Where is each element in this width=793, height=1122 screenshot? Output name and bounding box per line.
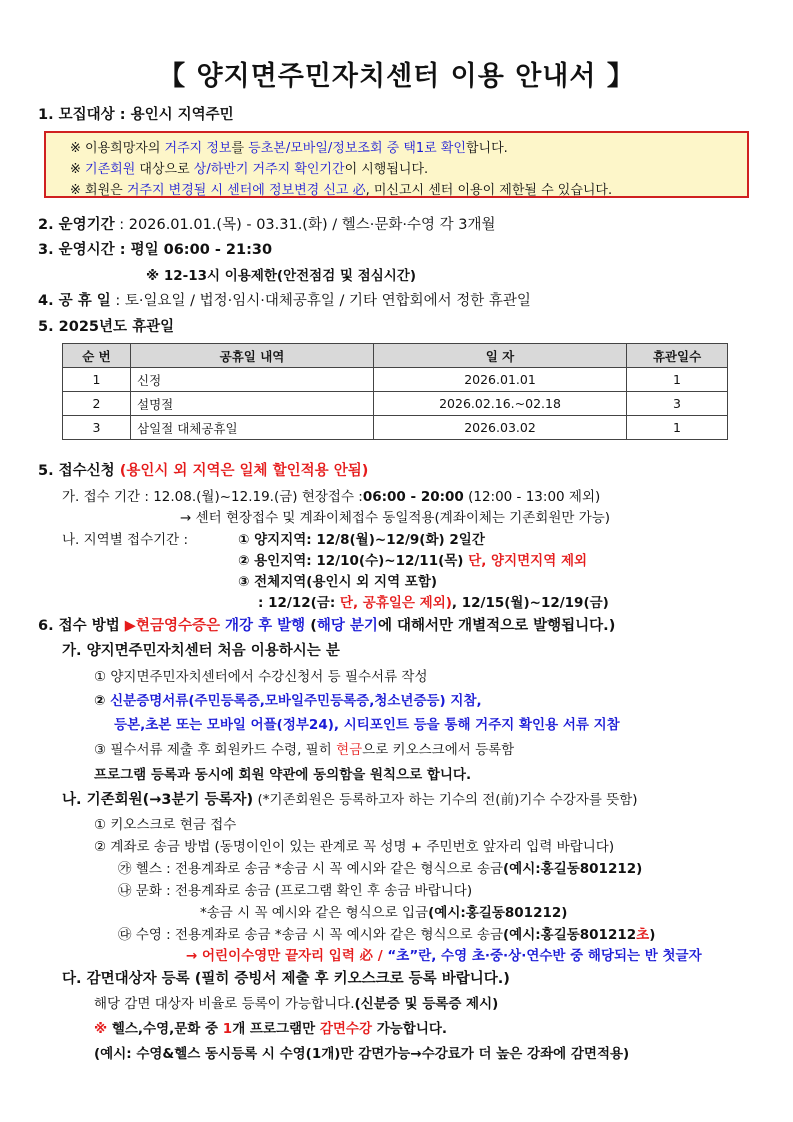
notice-text: 대상으로 xyxy=(135,162,194,177)
notice-text: , 미신고시 센터 이용이 제한될 수 있습니다. xyxy=(365,183,613,198)
section-3-hours: 3. 운영시간 : 평일 06:00 - 21:30 xyxy=(38,242,273,258)
discount-line-2 xyxy=(94,1017,447,1037)
text: ㉰ 수영 : 전용계좌로 송금 *송금 시 꼭 예시와 같은 형식으로 송금 xyxy=(118,927,503,943)
text: 에 대해서만 개별적으로 발행됩니다.) xyxy=(377,618,616,634)
section-2-period xyxy=(38,213,495,234)
text-strong: (예시:홍길동801212) xyxy=(503,861,643,877)
text-strong: (예시:홍길동801212 xyxy=(503,927,637,943)
text-highlight: 해당 분기 xyxy=(316,618,378,634)
existing-health xyxy=(118,857,642,877)
text: , 12/15(월)~12/19(금) xyxy=(451,595,609,611)
section-5-application xyxy=(38,459,368,480)
text: ② xyxy=(94,693,111,709)
notice-box xyxy=(44,131,749,198)
region-2 xyxy=(238,549,587,569)
new-member-step-2-cont: 등본,초본 또는 모바일 어플(정부24), 시티포인트 등을 통해 거주지 확인용 서류 지참 xyxy=(114,717,620,733)
notice-highlight: 거주지 정보 xyxy=(164,141,232,156)
section-label: 5. 접수신청 xyxy=(38,463,115,479)
discount-example: (예시: 수영&헬스 동시등록 시 수영(1개)만 감면가능→수강료가 더 높은 강좌에 감면적용) xyxy=(94,1046,630,1062)
table-cell: 설명절 xyxy=(131,392,374,416)
application-period xyxy=(62,485,600,505)
text: 해당 감면 대상자 비율로 등록이 가능합니다. xyxy=(94,996,355,1012)
table-cell: 신정 xyxy=(131,368,374,392)
notice-text: 합니다. xyxy=(465,141,508,156)
text-strong: (예시:홍길동801212) xyxy=(428,905,568,921)
discount-line-1 xyxy=(94,992,498,1012)
text: ③ 필수서류 제출 후 회원카드 수령, 필히 xyxy=(94,742,337,758)
text-warning: → 어린이수영만 끝자리 입력 必 / xyxy=(186,948,388,964)
notice-line-2 xyxy=(70,158,428,177)
text-warning: 단, 양지면지역 제외 xyxy=(468,553,588,569)
section-value: : 2026.01.01.(목) - 03.31.(화) / 헬스·문화·수영 각 3개월 xyxy=(114,217,496,233)
text: 개 프로그램만 xyxy=(232,1021,320,1037)
text-strong: 06:00 - 20:00 xyxy=(362,489,464,505)
table-cell: 3 xyxy=(627,392,728,416)
existing-culture-note xyxy=(200,901,567,921)
region-3: ③ 전체지역(용인시 외 지역 포함) xyxy=(238,574,438,590)
page-title: 【 양지면주민자치센터 이용 안내서 】 xyxy=(158,61,635,92)
table-cell: 삼일절 대체공휴일 xyxy=(131,416,374,440)
table-cell: 2026.01.01 xyxy=(374,368,627,392)
table-row xyxy=(63,416,728,440)
text: : 12/12(금: xyxy=(258,595,340,611)
existing-swim xyxy=(118,923,655,943)
text-warning: ▶현금영수증은 xyxy=(124,618,226,634)
text-warning: ※ xyxy=(94,1021,112,1037)
table-header-row xyxy=(63,344,728,368)
table-header: 휴관일수 xyxy=(627,344,728,368)
section-1-target: 1. 모집대상 : 용인시 지역주민 xyxy=(38,107,234,123)
section-6-method xyxy=(38,614,615,635)
table-cell: 2026.03.02 xyxy=(374,416,627,440)
existing-step-1: ① 키오스크로 현금 접수 xyxy=(94,817,237,833)
text: ㉮ 헬스 : 전용계좌로 송금 *송금 시 꼭 예시와 같은 형식으로 송금 xyxy=(118,861,503,877)
table-cell: 1 xyxy=(627,416,728,440)
region-1: ① 양지지역: 12/8(월)~12/9(화) 2일간 xyxy=(238,532,485,548)
new-member-step-3 xyxy=(94,738,514,758)
text-warning: 단, 공휴일은 제외) xyxy=(339,595,452,611)
text-highlight: “초”란, 수영 초·중·상·연수반 중 해당되는 반 첫글자 xyxy=(387,948,702,964)
text-highlight: 신분증명서류(주민등록증,모바일주민등록증,청소년증등) 지참, xyxy=(110,693,482,709)
application-arrow-note: → 센터 현장접수 및 계좌이체접수 동일적용(계좌이체는 기존회원만 가능) xyxy=(180,510,611,526)
section-warning: (용인시 외 지역은 일체 할인적용 안됨) xyxy=(114,463,369,479)
text-strong: (신분증 및 등록증 제시) xyxy=(354,996,499,1012)
table-header: 공휴일 내역 xyxy=(131,344,374,368)
text: *송금 시 꼭 예시와 같은 형식으로 입금 xyxy=(200,905,429,921)
notice-line-3 xyxy=(70,179,612,198)
table-row xyxy=(63,368,728,392)
terms-agreement: 프로그램 등록과 동시에 회원 약관에 동의함을 원칙으로 합니다. xyxy=(94,767,472,783)
text: (*기존회원은 등록하고자 하는 기수의 전(前)기수 수강자를 뜻함) xyxy=(253,792,638,808)
discount-title: 다. 감면대상자 등록 (필히 증빙서 제출 후 키오스크로 등록 바랍니다.) xyxy=(62,971,510,987)
text: ( xyxy=(305,618,317,634)
table-cell: 1 xyxy=(627,368,728,392)
section-4-holidays xyxy=(38,289,531,310)
text-warning: 1 xyxy=(222,1021,233,1037)
new-member-step-2 xyxy=(94,689,482,709)
notice-text: ※ xyxy=(70,162,86,177)
text-warning: 현금 xyxy=(336,742,363,758)
text: 으로 키오스크에서 등록함 xyxy=(362,742,515,758)
notice-text: 를 xyxy=(231,141,249,156)
existing-swim-note xyxy=(186,944,702,964)
section-3-note: ※ 12-13시 이용제한(안전점검 및 점심시간) xyxy=(146,268,417,284)
text-strong: ) xyxy=(649,927,656,943)
existing-step-2: ② 계좌로 송금 방법 (동명이인이 있는 관계로 꼭 성명 + 주민번호 앞자리 입력 바랍니다) xyxy=(94,839,615,855)
text-highlight: 개강 후 발행 xyxy=(225,618,306,634)
section-value: : 토·일요일 / 법정·임시·대체공휴일 / 기타 연합회에서 정한 휴관일 xyxy=(110,293,531,309)
region-3-dates xyxy=(258,591,609,611)
text-warning: 감면수강 xyxy=(319,1021,373,1037)
text-warning: 초 xyxy=(636,927,650,943)
notice-highlight: 기존회원 xyxy=(85,162,136,177)
table-cell: 1 xyxy=(63,368,131,392)
existing-member-title xyxy=(62,788,638,809)
section-label: 6. 접수 방법 xyxy=(38,618,125,634)
new-member-step-1: ① 양지면주민자치센터에서 수강신청서 등 필수서류 작성 xyxy=(94,669,428,685)
text-strong: 나. 기존회원(→3분기 등록자) xyxy=(62,792,254,808)
holiday-table xyxy=(62,343,728,440)
notice-highlight: 거주지 변경될 시 센터에 정보변경 신고 必 xyxy=(126,183,366,198)
new-member-title: 가. 양지면주민자치센터 처음 이용하시는 분 xyxy=(62,643,340,659)
table-header: 순 번 xyxy=(63,344,131,368)
table-cell: 2026.02.16.~02.18 xyxy=(374,392,627,416)
table-header: 일 자 xyxy=(374,344,627,368)
section-5-closed-days: 5. 2025년도 휴관일 xyxy=(38,319,175,335)
existing-culture: ㉯ 문화 : 전용계좌로 송금 (프로그램 확인 후 송금 바랍니다) xyxy=(118,883,473,899)
notice-highlight: 등초본/모바일/정보조회 중 택1로 확인 xyxy=(248,141,466,156)
notice-text: 이 시행됩니다. xyxy=(344,162,429,177)
notice-text: ※ 회원은 xyxy=(70,183,127,198)
text: ② 용인지역: 12/10(수)~12/11(목) xyxy=(238,553,469,569)
notice-text: ※ 이용희망자의 xyxy=(70,141,165,156)
notice-highlight: 상/하반기 거주지 확인기간 xyxy=(193,162,345,177)
text: (12:00 - 13:00 제외) xyxy=(463,489,601,505)
section-label: 4. 공 휴 일 xyxy=(38,293,111,309)
table-row xyxy=(63,392,728,416)
text: 가능합니다. xyxy=(372,1021,448,1037)
table-cell: 2 xyxy=(63,392,131,416)
table-cell: 3 xyxy=(63,416,131,440)
text: 헬스,수영,문화 중 xyxy=(111,1021,223,1037)
section-label: 2. 운영기간 xyxy=(38,217,115,233)
notice-line-1 xyxy=(70,137,508,156)
text: 가. 접수 기간 : 12.08.(월)~12.19.(금) 현장접수 : xyxy=(62,489,363,505)
region-period-label: 나. 지역별 접수기간 : xyxy=(62,532,189,548)
